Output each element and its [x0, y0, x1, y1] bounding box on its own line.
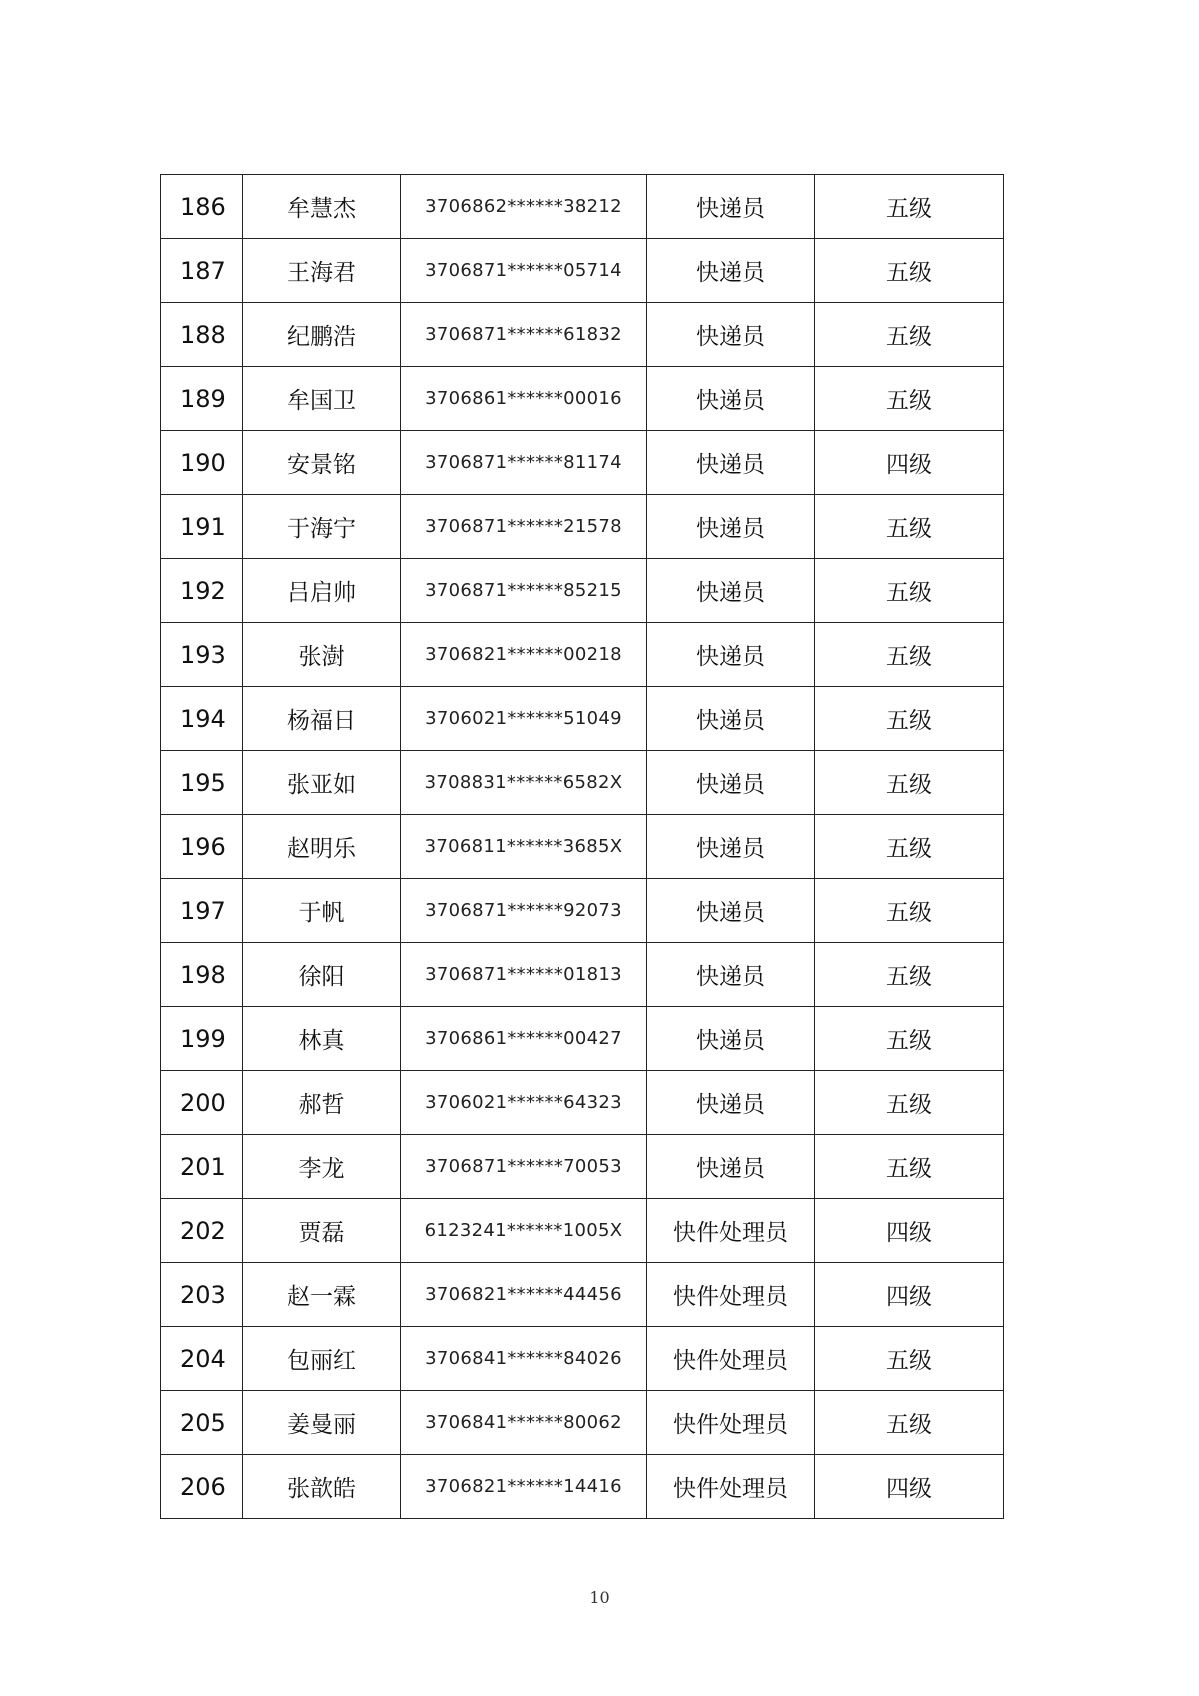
row-number-cell: 197 — [161, 879, 243, 943]
id-number-cell: 3706861******00016 — [401, 367, 647, 431]
personnel-table — [160, 174, 1004, 1519]
table-row — [161, 623, 1004, 687]
id-number-cell: 6123241******1005X — [401, 1199, 647, 1263]
person-name-cell: 赵明乐 — [243, 815, 401, 879]
document-page — [160, 174, 1004, 1519]
id-number-cell: 3706821******00218 — [401, 623, 647, 687]
row-number-cell: 187 — [161, 239, 243, 303]
row-number-cell: 190 — [161, 431, 243, 495]
job-title-cell: 快递员 — [647, 623, 815, 687]
id-number-cell: 3706021******51049 — [401, 687, 647, 751]
person-name-cell: 林真 — [243, 1007, 401, 1071]
job-title-cell: 快递员 — [647, 367, 815, 431]
person-name-cell: 张歆皓 — [243, 1455, 401, 1519]
person-name-cell: 杨福日 — [243, 687, 401, 751]
skill-level-cell: 五级 — [815, 623, 1004, 687]
person-name-cell: 贾磊 — [243, 1199, 401, 1263]
skill-level-cell: 五级 — [815, 879, 1004, 943]
job-title-cell: 快递员 — [647, 175, 815, 239]
row-number-cell: 188 — [161, 303, 243, 367]
job-title-cell: 快递员 — [647, 431, 815, 495]
row-number-cell: 202 — [161, 1199, 243, 1263]
table-row — [161, 815, 1004, 879]
job-title-cell: 快递员 — [647, 751, 815, 815]
job-title-cell: 快递员 — [647, 495, 815, 559]
person-name-cell: 牟慧杰 — [243, 175, 401, 239]
person-name-cell: 牟国卫 — [243, 367, 401, 431]
id-number-cell: 3706811******3685X — [401, 815, 647, 879]
job-title-cell: 快递员 — [647, 943, 815, 1007]
job-title-cell: 快递员 — [647, 239, 815, 303]
job-title-cell: 快递员 — [647, 687, 815, 751]
person-name-cell: 安景铭 — [243, 431, 401, 495]
job-title-cell: 快递员 — [647, 1135, 815, 1199]
row-number-cell: 194 — [161, 687, 243, 751]
skill-level-cell: 五级 — [815, 815, 1004, 879]
person-name-cell: 姜曼丽 — [243, 1391, 401, 1455]
row-number-cell: 200 — [161, 1071, 243, 1135]
id-number-cell: 3706861******00427 — [401, 1007, 647, 1071]
table-row — [161, 1007, 1004, 1071]
skill-level-cell: 五级 — [815, 1007, 1004, 1071]
table-row — [161, 1135, 1004, 1199]
person-name-cell: 张亚如 — [243, 751, 401, 815]
person-name-cell: 纪鹏浩 — [243, 303, 401, 367]
skill-level-cell: 五级 — [815, 943, 1004, 1007]
id-number-cell: 3706871******61832 — [401, 303, 647, 367]
table-row — [161, 367, 1004, 431]
page-number: 10 — [589, 1588, 610, 1607]
row-number-cell: 204 — [161, 1327, 243, 1391]
skill-level-cell: 五级 — [815, 751, 1004, 815]
row-number-cell: 186 — [161, 175, 243, 239]
id-number-cell: 3708831******6582X — [401, 751, 647, 815]
table-row — [161, 303, 1004, 367]
table-row — [161, 1327, 1004, 1391]
row-number-cell: 205 — [161, 1391, 243, 1455]
skill-level-cell: 四级 — [815, 1455, 1004, 1519]
row-number-cell: 189 — [161, 367, 243, 431]
table-row — [161, 495, 1004, 559]
id-number-cell: 3706821******14416 — [401, 1455, 647, 1519]
skill-level-cell: 五级 — [815, 175, 1004, 239]
skill-level-cell: 五级 — [815, 495, 1004, 559]
id-number-cell: 3706871******05714 — [401, 239, 647, 303]
person-name-cell: 徐阳 — [243, 943, 401, 1007]
row-number-cell: 206 — [161, 1455, 243, 1519]
row-number-cell: 193 — [161, 623, 243, 687]
skill-level-cell: 四级 — [815, 1199, 1004, 1263]
row-number-cell: 203 — [161, 1263, 243, 1327]
row-number-cell: 191 — [161, 495, 243, 559]
person-name-cell: 张澍 — [243, 623, 401, 687]
job-title-cell: 快递员 — [647, 559, 815, 623]
id-number-cell: 3706871******85215 — [401, 559, 647, 623]
job-title-cell: 快递员 — [647, 303, 815, 367]
id-number-cell: 3706021******64323 — [401, 1071, 647, 1135]
table-row — [161, 431, 1004, 495]
skill-level-cell: 四级 — [815, 431, 1004, 495]
job-title-cell: 快件处理员 — [647, 1455, 815, 1519]
skill-level-cell: 五级 — [815, 367, 1004, 431]
table-row — [161, 1263, 1004, 1327]
table-row — [161, 751, 1004, 815]
job-title-cell: 快件处理员 — [647, 1199, 815, 1263]
person-name-cell: 于海宁 — [243, 495, 401, 559]
row-number-cell: 192 — [161, 559, 243, 623]
skill-level-cell: 五级 — [815, 1135, 1004, 1199]
table-row — [161, 559, 1004, 623]
row-number-cell: 198 — [161, 943, 243, 1007]
table-row — [161, 687, 1004, 751]
skill-level-cell: 五级 — [815, 559, 1004, 623]
skill-level-cell: 五级 — [815, 1071, 1004, 1135]
person-name-cell: 王海君 — [243, 239, 401, 303]
table-row — [161, 1391, 1004, 1455]
id-number-cell: 3706871******92073 — [401, 879, 647, 943]
skill-level-cell: 五级 — [815, 303, 1004, 367]
job-title-cell: 快递员 — [647, 879, 815, 943]
table-row — [161, 943, 1004, 1007]
skill-level-cell: 五级 — [815, 1327, 1004, 1391]
person-name-cell: 郝哲 — [243, 1071, 401, 1135]
row-number-cell: 199 — [161, 1007, 243, 1071]
job-title-cell: 快递员 — [647, 1007, 815, 1071]
table-row — [161, 175, 1004, 239]
skill-level-cell: 五级 — [815, 1391, 1004, 1455]
job-title-cell: 快件处理员 — [647, 1391, 815, 1455]
id-number-cell: 3706821******44456 — [401, 1263, 647, 1327]
table-row — [161, 239, 1004, 303]
row-number-cell: 195 — [161, 751, 243, 815]
skill-level-cell: 五级 — [815, 687, 1004, 751]
row-number-cell: 196 — [161, 815, 243, 879]
table-row — [161, 879, 1004, 943]
id-number-cell: 3706841******84026 — [401, 1327, 647, 1391]
person-name-cell: 于帆 — [243, 879, 401, 943]
id-number-cell: 3706871******21578 — [401, 495, 647, 559]
id-number-cell: 3706871******70053 — [401, 1135, 647, 1199]
table-row — [161, 1071, 1004, 1135]
person-name-cell: 李龙 — [243, 1135, 401, 1199]
job-title-cell: 快件处理员 — [647, 1327, 815, 1391]
table-body — [161, 175, 1004, 1519]
table-row — [161, 1199, 1004, 1263]
id-number-cell: 3706862******38212 — [401, 175, 647, 239]
id-number-cell: 3706841******80062 — [401, 1391, 647, 1455]
skill-level-cell: 五级 — [815, 239, 1004, 303]
job-title-cell: 快件处理员 — [647, 1263, 815, 1327]
job-title-cell: 快递员 — [647, 815, 815, 879]
row-number-cell: 201 — [161, 1135, 243, 1199]
skill-level-cell: 四级 — [815, 1263, 1004, 1327]
job-title-cell: 快递员 — [647, 1071, 815, 1135]
person-name-cell: 赵一霖 — [243, 1263, 401, 1327]
id-number-cell: 3706871******01813 — [401, 943, 647, 1007]
id-number-cell: 3706871******81174 — [401, 431, 647, 495]
person-name-cell: 吕启帅 — [243, 559, 401, 623]
table-row — [161, 1455, 1004, 1519]
person-name-cell: 包丽红 — [243, 1327, 401, 1391]
